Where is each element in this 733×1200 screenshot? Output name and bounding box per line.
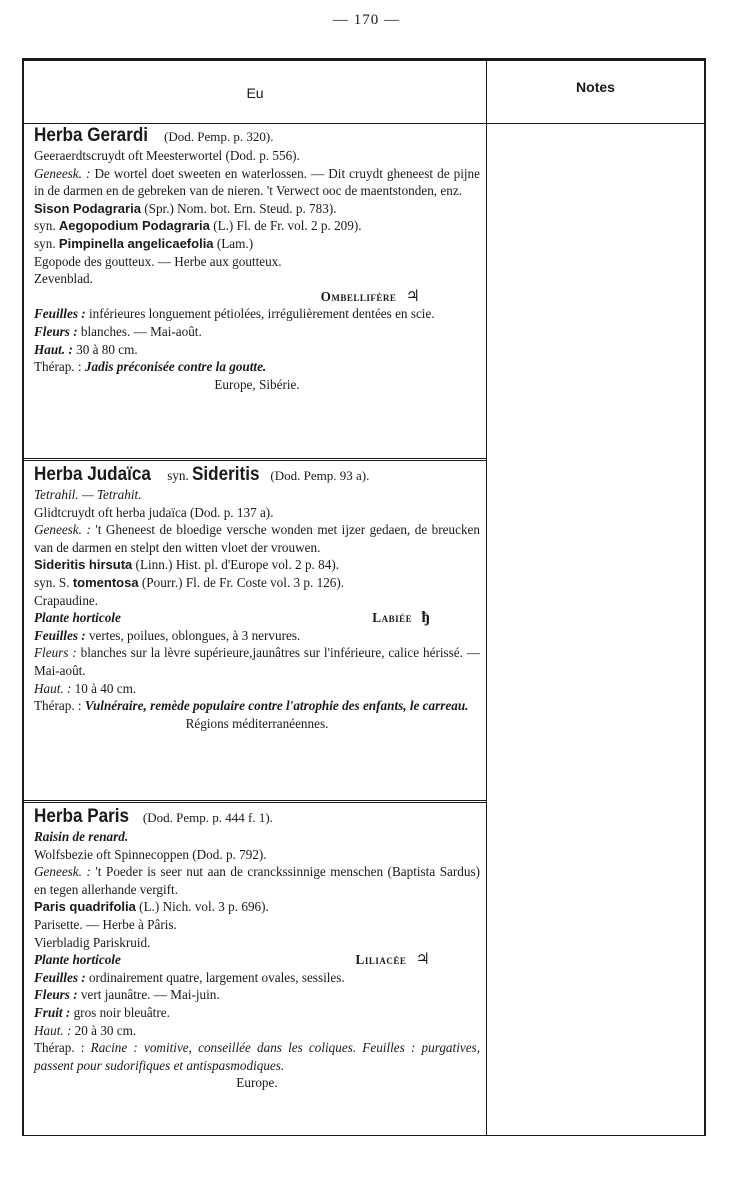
herbal-table — [22, 58, 706, 1136]
column-header-notes: Notes — [576, 79, 615, 95]
geneesk-text: De wortel doet sweeten en waterlossen. — Dit cruydt gheneest de pijne in de darmen en de gebreken van de nieren. 't Verwect ooc de maentstonden, enz. — [34, 165, 480, 199]
plante-label: Plante horticole — [34, 952, 121, 968]
synonym-name: tomentosa — [72, 574, 139, 590]
scientific-name: Paris quadrifolia — [34, 899, 136, 915]
therap-line — [34, 358, 480, 376]
fleurs-label: Fleurs : — [34, 987, 78, 1003]
feuilles-line — [34, 627, 480, 645]
scientific-ref: (Linn.) Hist. pl. d'Europe vol. 2 p. 84). — [135, 557, 340, 573]
synonym-ref: (Pourr.) Fl. de Fr. Coste vol. 3 p. 126). — [141, 574, 345, 590]
scientific-name-line — [34, 200, 480, 218]
scientific-ref: (Spr.) Nom. bot. Ern. Steud. p. 783). — [144, 200, 337, 216]
entry-title-ref: (Dod. Pemp. p. 444 f. 1). — [142, 810, 273, 825]
entry-title-2: Sideritis — [192, 464, 260, 485]
plante-family-line — [34, 609, 480, 627]
haut-line — [34, 1022, 480, 1040]
feuilles-text: vertes, poilues, oblongues, à 3 nervures. — [88, 627, 301, 643]
perennial-symbol-icon: ♃ — [405, 287, 420, 305]
dutch-name: Glidtcruydt oft herba judaïca (Dod. p. 137 a). — [34, 504, 274, 520]
therap-label: Thérap. : — [34, 698, 82, 714]
dutch-name: Geeraerdtscruydt oft Meesterwortel (Dod. p. 556). — [34, 148, 300, 163]
fleurs-line — [34, 644, 480, 679]
header-divider — [24, 123, 704, 124]
entry-title: Herba Paris — [34, 806, 130, 827]
shrub-symbol-icon: ђ — [421, 609, 430, 627]
haut-text: 10 à 40 cm. — [74, 680, 137, 696]
fleurs-label: Fleurs : — [34, 323, 78, 339]
entry-title: Herba Judaïca — [34, 464, 151, 485]
haut-line — [34, 680, 480, 698]
therap-line — [34, 697, 480, 715]
fleurs-text: blanches. — Mai-août. — [80, 323, 202, 339]
feuilles-line — [34, 305, 480, 323]
haut-label: Haut. : — [34, 1022, 72, 1038]
entry-separator — [24, 800, 486, 803]
entry-herba-gerardi — [34, 125, 480, 393]
fleurs-line — [34, 323, 480, 341]
entry-title: Herba Gerardi — [34, 125, 149, 146]
entry-title-ref: (Dod. Pemp. 93 a). — [270, 468, 370, 483]
page-number: — 170 — — [333, 12, 400, 28]
raisin-line: Raisin de renard. — [34, 829, 129, 844]
haut-label: Haut. : — [34, 341, 73, 357]
title-syn: syn. — [167, 468, 189, 483]
column-divider — [486, 61, 487, 1135]
french-names: Egopode des goutteux. — Herbe aux goutteux. — [34, 253, 282, 269]
scientific-name: Sison Podagraria — [34, 200, 141, 216]
feuilles-text: ordinairement quatre, largement ovales, sessiles. — [88, 969, 345, 985]
synonym-line — [34, 574, 480, 592]
haut-text: 20 à 30 cm. — [74, 1022, 137, 1038]
region: Europe, Sibérie. — [214, 376, 300, 392]
family-name: Ombellifère — [320, 288, 397, 304]
geneesk-text: 't Gheneest de bloedige versche wonden met ijzer gedaen, de breucken van de darmen en stelpt den witten vloet der vrouwen. — [34, 522, 480, 555]
geneesk-text: 't Poeder is seer nut aan de cranckssinnige menschen (Baptista Sardus) en tegen allerhande vergift. — [34, 864, 480, 897]
synonym-name: Pimpinella angelicaefolia — [58, 235, 214, 251]
perennial-symbol-icon: ♃ — [415, 951, 430, 969]
fruit-label: Fruit : — [34, 1004, 71, 1020]
dutch-name: Wolfsbezie oft Spinnecoppen (Dod. p. 792). — [34, 846, 267, 862]
scientific-ref: (L.) Nich. vol. 3 p. 696). — [139, 899, 269, 915]
family-name: Labiée — [372, 610, 413, 626]
synonym-name: Aegopodium Podagraria — [58, 218, 210, 234]
geneesk-paragraph — [34, 521, 480, 556]
column-header-eu: Eu — [246, 85, 264, 101]
synonym-ref: (L.) Fl. de Fr. vol. 2 p. 209). — [213, 218, 362, 234]
vernacular-name: Vierbladig Pariskruid. — [34, 934, 151, 950]
haut-text: 30 à 80 cm. — [76, 341, 138, 357]
scientific-name-line — [34, 556, 480, 574]
feuilles-label: Feuilles : — [34, 627, 86, 643]
french-names: Parisette. — Herbe à Pâris. — [34, 916, 177, 932]
region: Europe. — [236, 1075, 278, 1091]
synonym-line — [34, 217, 480, 235]
synonym-ref: (Lam.) — [216, 235, 254, 251]
entry-separator — [24, 458, 486, 461]
feuilles-line — [34, 969, 480, 987]
fruit-text: gros noir bleuâtre. — [73, 1004, 170, 1020]
plante-family-line — [34, 951, 480, 969]
therap-text: Jadis préconisée contre la goutte. — [84, 359, 267, 375]
feuilles-label: Feuilles : — [34, 969, 86, 985]
geneesk-label: Geneesk. : — [34, 864, 91, 880]
geneesk-label: Geneesk. : — [34, 165, 91, 181]
haut-line — [34, 341, 480, 359]
entry-herba-paris — [34, 806, 480, 1092]
syn-prefix: syn. S. — [34, 574, 70, 590]
feuilles-text: inférieures longuement pétiolées, irrégulièrement dentées en scie. — [88, 306, 435, 322]
fleurs-label: Fleurs : — [34, 645, 77, 661]
fleurs-text: vert jaunâtre. — Mai-juin. — [80, 987, 220, 1003]
geneesk-paragraph — [34, 165, 480, 200]
vernacular-name: Zevenblad. — [34, 271, 93, 287]
geneesk-paragraph — [34, 863, 480, 898]
scientific-name: Sideritis hirsuta — [34, 557, 133, 573]
haut-label: Haut. : — [34, 680, 72, 696]
syn-prefix: syn. — [34, 235, 56, 251]
therap-label: Thérap. : — [34, 359, 82, 375]
fleurs-text: blanches sur la lèvre supérieure,jaunâtres sur l'inférieure, calice hérissé. — Mai-août. — [34, 645, 480, 678]
entry-herba-judaica — [34, 464, 480, 732]
family-line — [34, 288, 480, 306]
geneesk-label: Geneesk. : — [34, 522, 91, 538]
therap-text: Vulnéraire, remède populaire contre l'atrophie des enfants, le carreau. — [84, 698, 469, 714]
french-name: Crapaudine. — [34, 592, 99, 608]
scientific-name-line — [34, 898, 480, 916]
family-name: Liliacée — [355, 952, 407, 968]
therap-line — [34, 1039, 480, 1074]
plante-label: Plante horticole — [34, 610, 121, 626]
tetrahil-line: Tetrahil. — Tetrahit. — [34, 487, 142, 502]
synonym-line — [34, 235, 480, 253]
entry-title-ref: (Dod. Pemp. p. 320). — [164, 129, 274, 144]
therap-text: Racine : vomitive, conseillée dans les coliques. Feuilles : purgatives, passent pour sudorifiques et antispasmodiques. — [34, 1040, 480, 1073]
therap-label: Thérap. : — [34, 1040, 85, 1056]
region: Régions méditerranéennes. — [185, 715, 329, 731]
feuilles-label: Feuilles : — [34, 306, 86, 322]
syn-prefix: syn. — [34, 218, 56, 234]
fleurs-line — [34, 986, 480, 1004]
fruit-line — [34, 1004, 480, 1022]
